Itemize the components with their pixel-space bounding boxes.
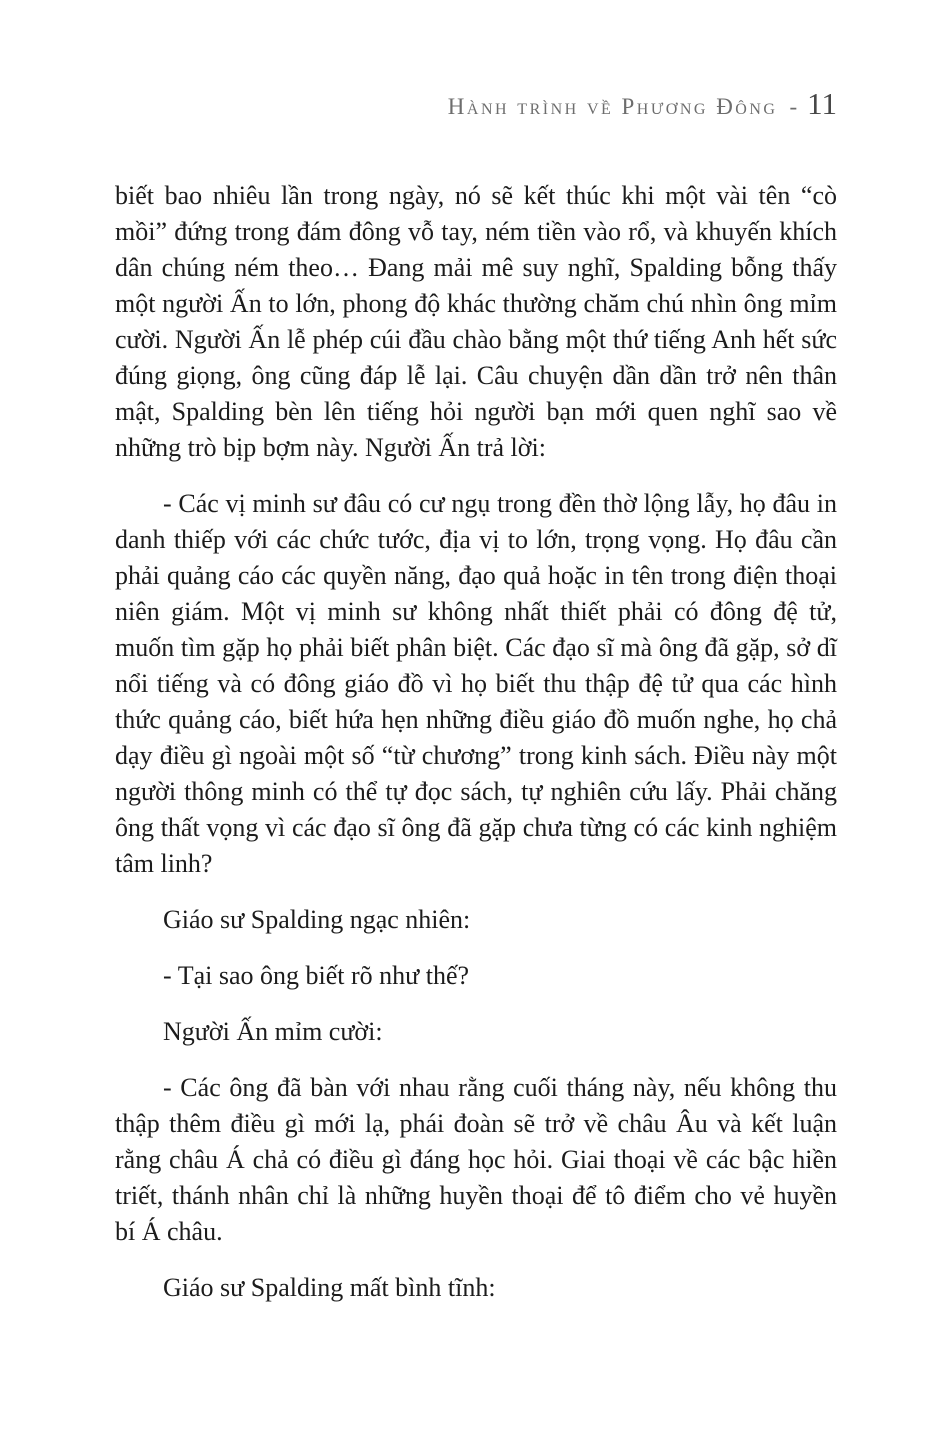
paragraph-continuation: biết bao nhiêu lần trong ngày, nó sẽ kết thúc khi một vài tên “cò mồi” đứng trong đám đông vỗ tay, ném tiền vào rổ, và khuyến khích dân chúng ném theo… Đang mải mê suy nghĩ, Spalding bỗng thấy một người Ấn to lớn, phong độ khác thường chăm chú nhìn ông mỉm cười. Người Ấn lễ phép cúi đầu chào bằng một thứ tiếng Anh hết sức đúng giọng, ông cũng đáp lễ lại. Câu chuyện dần dần trở nên thân mật, Spalding bèn lên tiếng hỏi người bạn mới quen nghĩ sao về những trò bịp bợm này. Người Ấn trả lời: bbox=[115, 181, 837, 462]
paragraph-dialogue: - Tại sao ông biết rõ như thế? bbox=[163, 961, 470, 990]
paragraph-dialogue: - Các vị minh sư đâu có cư ngụ trong đền thờ lộng lẫy, họ đâu in danh thiếp với các chức tước, địa vị to lớn, trọng vọng. Họ đâu cần phải quảng cáo các quyền năng, đạo quả hoặc in tên trong điện thoại niên giám. Một vị minh sư không nhất thiết phải có đông đệ tử, muốn tìm gặp họ phải biết phân biệt. Các đạo sĩ mà ông đã gặp, sở dĩ nổi tiếng và có đông giáo đồ vì họ biết thu thập đệ tử qua các hình thức quảng cáo, biết hứa hẹn những điều giáo đồ muốn nghe, họ chả dạy điều gì ngoài một số “từ chương” trong kinh sách. Điều này một người thông minh có thể tự đọc sách, tự nghiên cứu lấy. Phải chăng ông thất vọng vì các đạo sĩ ông đã gặp chưa từng có các kinh nghiệm tâm linh? bbox=[115, 489, 837, 878]
paragraph-dialogue: - Các ông đã bàn với nhau rằng cuối tháng này, nếu không thu thập thêm điều gì mới lạ, phái đoàn sẽ trở về châu Âu và kết luận rằng châu Á chả có điều gì đáng học hỏi. Giai thoại về các bậc hiền triết, thánh nhân chỉ là những huyền thoại để tô điểm cho vẻ huyền bí Á châu. bbox=[115, 1073, 837, 1246]
paragraph-narration: Giáo sư Spalding mất bình tĩnh: bbox=[163, 1273, 496, 1302]
header-separator: - bbox=[789, 94, 798, 119]
paragraph-narration: Giáo sư Spalding ngạc nhiên: bbox=[163, 905, 471, 934]
page-header bbox=[115, 86, 837, 122]
running-title: Hành trình về Phương Đông bbox=[447, 94, 778, 119]
body-text bbox=[115, 178, 837, 1326]
page-number: 11 bbox=[807, 86, 837, 121]
paragraph-narration: Người Ấn mỉm cười: bbox=[163, 1017, 383, 1046]
